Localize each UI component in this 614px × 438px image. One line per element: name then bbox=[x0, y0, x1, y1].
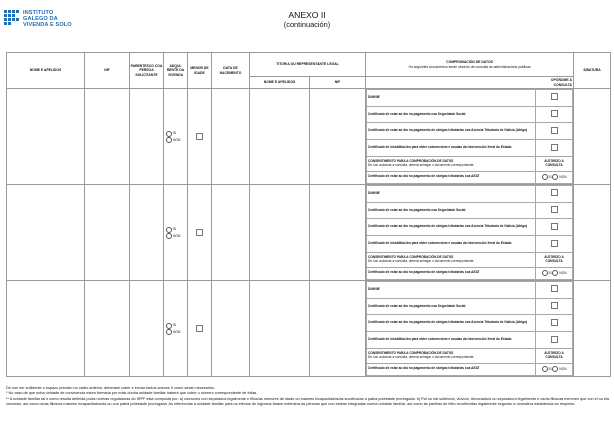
acquirer-cell bbox=[164, 185, 188, 281]
page-title: ANEXO II (continuación) bbox=[283, 10, 331, 29]
oppose-checkbox[interactable] bbox=[551, 93, 558, 100]
member-row bbox=[7, 281, 611, 377]
guardian-name-cell[interactable] bbox=[250, 185, 310, 281]
oppose-checkbox[interactable] bbox=[551, 240, 558, 247]
oppose-checkbox[interactable] bbox=[551, 302, 558, 309]
doc-label: Certificado de estar ao día no pagamento de obrigas tributarias coa Axencia Tributaria de Galicia (Atriga) bbox=[367, 219, 536, 236]
radio-yes-icon[interactable] bbox=[542, 270, 548, 276]
acquirer-cell bbox=[164, 281, 188, 377]
oppose-checkbox[interactable] bbox=[551, 319, 558, 326]
guardian-name-cell[interactable] bbox=[250, 281, 310, 377]
auth-text: CONSENTIMENTO PARA A COMPROBACIÓN DE DATOS De non autorizar a consulta, deberá achegar o documento correspondente. bbox=[367, 348, 536, 363]
radio-icon bbox=[166, 131, 172, 137]
minor-cell bbox=[188, 89, 212, 185]
name-cell[interactable] bbox=[7, 281, 85, 377]
radio-icon bbox=[166, 329, 172, 335]
radio-icon bbox=[166, 323, 172, 329]
members-table bbox=[6, 52, 611, 377]
authorize-label: AUTORIZO A CONSULTA bbox=[536, 348, 573, 363]
docs-cell bbox=[366, 281, 574, 377]
oppose-checkbox[interactable] bbox=[551, 223, 558, 230]
header-guardian-nif: NIF bbox=[310, 77, 366, 89]
header-guardian-name: NOME E APELIDOS bbox=[250, 77, 310, 89]
name-cell[interactable] bbox=[7, 185, 85, 281]
oppose-checkbox[interactable] bbox=[551, 285, 558, 292]
nif-cell[interactable] bbox=[85, 281, 130, 377]
doc-label: Certificado de estar ao día no pagamento de obrigas tributarias coa Axencia Tributaria de Galicia (Atriga) bbox=[367, 315, 536, 332]
oppose-checkbox[interactable] bbox=[551, 127, 558, 134]
docs-table bbox=[366, 281, 573, 376]
docs-table bbox=[366, 185, 573, 280]
acquirer-cell bbox=[164, 89, 188, 185]
radio-yes-icon[interactable] bbox=[542, 174, 548, 180]
minor-cell bbox=[188, 185, 212, 281]
member-row bbox=[7, 185, 611, 281]
doc-label: Certificado de inhabilitación para obter subvencións e axudas da intervención Xeral do Estado bbox=[367, 140, 536, 157]
birth-cell[interactable] bbox=[212, 185, 250, 281]
nif-cell[interactable] bbox=[85, 185, 130, 281]
radio-no-icon[interactable] bbox=[552, 174, 558, 180]
kinship-cell[interactable] bbox=[130, 89, 164, 185]
radio-icon bbox=[166, 227, 172, 233]
doc-label: DNI/NIE bbox=[367, 186, 536, 203]
docs-cell bbox=[366, 185, 574, 281]
doc-label: Certificado de estar ao día no pagamento de obrigas tributarias coa Axencia Tributaria de Galicia (Atriga) bbox=[367, 123, 536, 140]
header-docs: COMPROBACIÓN DE DATOS Os seguintes documentos serán obxecto de consulta ás administracións públicas bbox=[366, 53, 574, 77]
header-kinship: PARENTESCO COA PERSOA SOLICITANTE bbox=[130, 53, 164, 89]
oppose-checkbox[interactable] bbox=[551, 144, 558, 151]
aeat-label: Certificado de estar ao día no pagamento de obrigas tributarias coa AEAT bbox=[367, 171, 536, 183]
docs-cell bbox=[366, 89, 574, 185]
doc-label: Certificado de inhabilitación para obter subvencións e axudas da intervención Xeral do Estado bbox=[367, 332, 536, 349]
minor-checkbox[interactable] bbox=[196, 133, 203, 140]
nif-cell[interactable] bbox=[85, 89, 130, 185]
radio-no[interactable]: NON bbox=[166, 329, 187, 335]
doc-label: DNI/NIE bbox=[367, 282, 536, 299]
radio-yes-icon[interactable] bbox=[542, 366, 548, 372]
radio-no-icon[interactable] bbox=[552, 270, 558, 276]
header-oppose: OPÓÑOME Á CONSULTA bbox=[366, 77, 574, 89]
name-cell[interactable] bbox=[7, 89, 85, 185]
minor-cell bbox=[188, 281, 212, 377]
radio-yes[interactable]: SI bbox=[166, 130, 187, 136]
radio-no-icon[interactable] bbox=[552, 366, 558, 372]
radio-yes[interactable]: SI bbox=[166, 322, 187, 328]
member-row bbox=[7, 89, 611, 185]
header-birth: DATA DE NACEMENTO bbox=[212, 53, 250, 89]
signature-cell[interactable] bbox=[574, 281, 611, 377]
aeat-label: Certificado de estar ao día no pagamento de obrigas tributarias coa AEAT bbox=[367, 363, 536, 375]
doc-label: Certificado de estar ao día no pagamento coa Seguridade Social bbox=[367, 298, 536, 315]
guardian-nif-cell[interactable] bbox=[310, 281, 366, 377]
logo-text: INSTITUTO GALEGO DA VIVENDA E SOLO bbox=[23, 10, 72, 29]
guardian-name-cell[interactable] bbox=[250, 89, 310, 185]
oppose-checkbox[interactable] bbox=[551, 110, 558, 117]
oppose-checkbox[interactable] bbox=[551, 206, 558, 213]
header-nif: NIF bbox=[85, 53, 130, 89]
header-signature: SINATURA bbox=[574, 53, 611, 89]
authorize-label: AUTORIZO A CONSULTA bbox=[536, 252, 573, 267]
header-minor: MENOR DE IDADE bbox=[188, 53, 212, 89]
doc-label: DNI/NIE bbox=[367, 90, 536, 107]
authorize-radios: SI NON bbox=[536, 363, 573, 375]
signature-cell[interactable] bbox=[574, 185, 611, 281]
docs-table bbox=[366, 89, 573, 184]
header-acquirer: ADQUI-RENTE DA VIVENDA bbox=[164, 53, 188, 89]
kinship-cell[interactable] bbox=[130, 281, 164, 377]
birth-cell[interactable] bbox=[212, 281, 250, 377]
auth-text: CONSENTIMENTO PARA A COMPROBACIÓN DE DATOS De non autorizar a consulta, deberá achegar o documento correspondente. bbox=[367, 252, 536, 267]
doc-label: Certificado de estar ao día no pagamento coa Seguridade Social bbox=[367, 202, 536, 219]
authorize-radios: SI NON bbox=[536, 267, 573, 279]
radio-icon bbox=[166, 233, 172, 239]
authorize-label: AUTORIZO A CONSULTA bbox=[536, 156, 573, 171]
birth-cell[interactable] bbox=[212, 89, 250, 185]
radio-yes[interactable]: SI bbox=[166, 226, 187, 232]
radio-no[interactable]: NON bbox=[166, 137, 187, 143]
guardian-nif-cell[interactable] bbox=[310, 89, 366, 185]
oppose-checkbox[interactable] bbox=[551, 189, 558, 196]
minor-checkbox[interactable] bbox=[196, 229, 203, 236]
radio-icon bbox=[166, 137, 172, 143]
oppose-checkbox[interactable] bbox=[551, 336, 558, 343]
header-name: NOME E APELIDOS bbox=[7, 53, 85, 89]
notes: De non ser suficiente o espazo previsto no cadro anterior, deberase cubrir e enviar tantos anexos II como sexan necesarios. * No caso de que unha unidade de convivencia estea formada por máis dunha unidade familiar haberá que cubrir o número correspondente de follas. ** A unidade familiar tal e como resulta definida polas normas reguladoras do IRPF está composta por: a) cónxuxes non separados legalmente e fillos/as menores de idade ou maiores incapacitados/as suxeitos/as a patria potestade prorrogada. b) Pai ou nai solteiro/a, viúvo/a, divorciado/a ou separado/a legalmente e os/as fillos/as menores que con el ou ela convivan, así como os/as fillos/as maiores incapacitados/as ou coa patria potestade prorrogada. As referencias á unidade familiar para os efectos de ingresos farase extensiva ás persoas que non estean integradas nunha unidade familiar, así como ás parellas de feito recoñecidas legalmente segundo a normativa establecida ao respecto. bbox=[6, 386, 610, 407]
doc-label: Certificado de inhabilitación para obter subvencións e axudas da intervención Xeral do Estado bbox=[367, 236, 536, 253]
guardian-nif-cell[interactable] bbox=[310, 185, 366, 281]
auth-text: CONSENTIMENTO PARA A COMPROBACIÓN DE DATOS De non autorizar a consulta, deberá achegar o documento correspondente. bbox=[367, 156, 536, 171]
header-guardian: TITOR/A OU REPRESENTANTE LEGAL bbox=[250, 53, 366, 77]
radio-no[interactable]: NON bbox=[166, 233, 187, 239]
signature-cell[interactable] bbox=[574, 89, 611, 185]
authorize-radios: SI NON bbox=[536, 171, 573, 183]
minor-checkbox[interactable] bbox=[196, 325, 203, 332]
aeat-label: Certificado de estar ao día no pagamento de obrigas tributarias coa AEAT bbox=[367, 267, 536, 279]
kinship-cell[interactable] bbox=[130, 185, 164, 281]
doc-label: Certificado de estar ao día no pagamento coa Seguridade Social bbox=[367, 106, 536, 123]
